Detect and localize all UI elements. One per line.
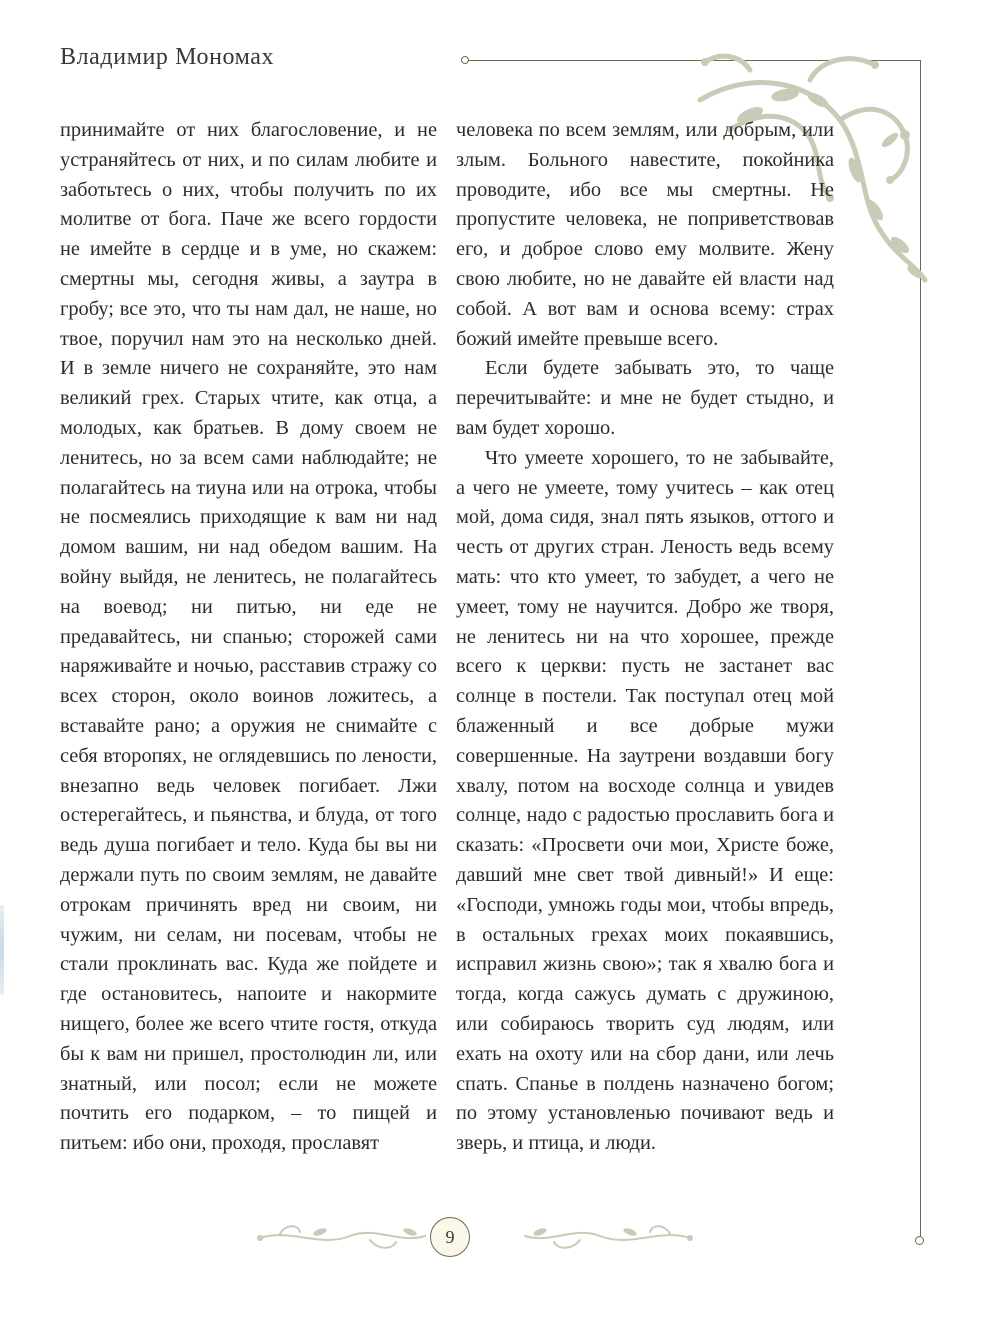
left-text-column	[60, 116, 437, 1159]
paragraph: принимайте от них благословение, и не устраняйтесь от них, и по силам любите и заботьтесь о них, чтобы получить по их молитве от бога. Паче же всего гордости не имейте в сердце и в уме, но скажем: смертны мы, сегодня живы, а заутра в гробу; все это, что ты нам дал, не наше, но твое, поручил нам это на несколько дней. И в земле ничего не сохраняйте, это нам великий грех. Старых чтите, как отца, а молодых, как братьев. В дому своем не ленитесь, но за всем сами наблюдайте; не полагайтесь на тиуна или на отрока, чтобы не посмеялись приходящие к вам ни над домом вашим, ни над обедом вашим. На войну выйдя, не ленитесь, не полагайтесь на воевод; ни питью, ни еде не предавайтесь, ни спанью; сторожей сами наряживайте и ночью, расставив стражу со всех сторон, около воинов ложитесь, а вставайте рано; а оружия не снимайте с себя второпях, не оглядевшись по лености, внезапно ведь человек погибает. Лжи остерегайтесь, и пьянства, и блуда, от того ведь душа погибает и тело. Куда бы вы ни держали путь по своим землям, не давайте отрокам причинять вред ни своим, ни чужим, ни селам, ни посевам, чтобы не стали проклинать вас. Куда же пойдете и где остановитесь, напоите и накормите нищего, более же всего чтите гостя, откуда бы к вам ни пришел, простолюдин ли, или знатный, или посол; если не можете почтить его подарком, – то пищей и питьем: ибо они, проходя, прославят	[60, 119, 437, 1155]
margin-rule-end-dot	[915, 1236, 924, 1245]
paragraph: Если будете забывать это, то чаще перечитывайте: и мне не будет стыдно, и вам будет хорошо.	[456, 357, 834, 439]
page-number: 9	[430, 1217, 470, 1257]
footer-scroll-ornament	[250, 1210, 700, 1262]
header-rule-end-dot	[461, 56, 469, 64]
right-text-column	[456, 116, 834, 1159]
paragraph: Что умеете хорошего, то не забывайте, а чего не умеете, тому учитесь – как отец мой, дома сидя, знал пять языков, оттого и честь от других стран. Леность ведь всему мать: что кто умеет, то забудет, а чего не умеет, тому не научится. Добро же творя, не ленитесь ни на что хорошее, прежде всего к церкви: пусть не застанет вас солнце в постели. Так поступал отец мой блаженный и все добрые мужи совершенные. На заутрени воздавши богу хвалу, потом на восходе солнца и увидев солнце, надо с радостью прославить бога и сказать: «Просвети очи мои, Христе боже, давший мне свет твой дивный!» И еще: «Господи, умножь годы мои, чтобы впредь, в остальных грехах моих покаявшись, исправил жизнь свою»; так я хвалю бога и тогда, когда сажусь думать с дружиною, или собираюсь творить суд людям, или ехать на охоту или на сбор дани, или лечь спать. Спанье в полдень назначено богом; по этому установленью почивают ведь и зверь, и птица, и люди.	[456, 446, 834, 1155]
page-edge-shadow	[0, 905, 4, 995]
running-head-title: Владимир Мономах	[60, 44, 275, 70]
paragraph: человека по всем землям, или добрым, или злым. Больного навестите, покойника проводите, ибо все мы смертны. Не пропустите человека, не поприветствовав его, и доброе слово ему молвите. Жену свою любите, но не давайте ей власти над собой. А вот вам и основа всему: страх божий имейте превыше всего.	[456, 119, 834, 350]
